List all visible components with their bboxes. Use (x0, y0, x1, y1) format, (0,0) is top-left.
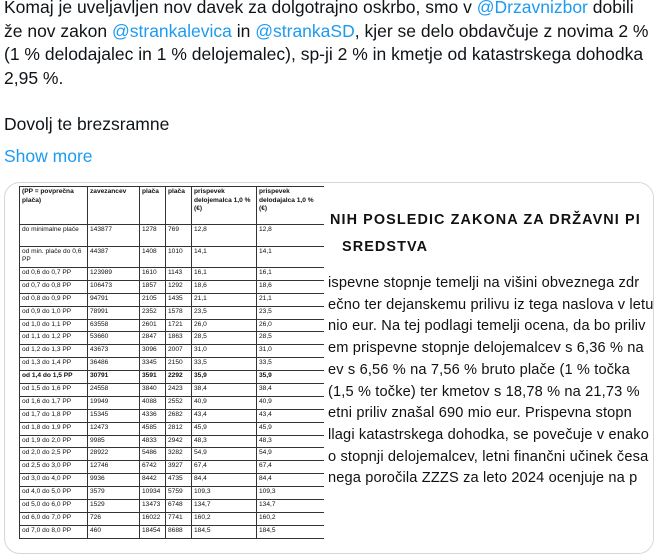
table-cell: 14,1 (192, 246, 257, 268)
table-cell: 45,9 (192, 422, 257, 435)
table-cell: 33,5 (192, 358, 257, 371)
table-cell: 18454 (140, 525, 166, 538)
table-row (20, 487, 325, 500)
table-cell: 13473 (140, 500, 166, 513)
document-body-text (328, 273, 654, 490)
table-cell: 143877 (88, 225, 140, 247)
table-row (20, 225, 325, 247)
table-row (20, 319, 325, 332)
tweet-paragraph-1 (4, 0, 656, 90)
table-cell: 1010 (166, 246, 192, 268)
table-cell: 6748 (166, 500, 192, 513)
table-header-cell: prispevek delodajalca 1,0 % (€) (257, 187, 325, 225)
table-cell: 8688 (166, 525, 192, 538)
table-cell: 23,5 (192, 306, 257, 319)
contribution-table (19, 186, 324, 539)
table-cell: 24558 (88, 384, 140, 397)
table-cell: 26,0 (257, 319, 325, 332)
table-cell: 40,9 (192, 396, 257, 409)
document-line: em prispevne stopnje delojemalcev s 6,36 % na (328, 340, 644, 357)
mention-strankasd-link[interactable]: @strankaSD (255, 20, 355, 41)
table-cell: 2552 (166, 396, 192, 409)
table-cell: 84,4 (257, 474, 325, 487)
table-header-cell: zavezancev (88, 187, 140, 225)
table-cell: 3927 (166, 461, 192, 474)
table-cell: 109,3 (192, 487, 257, 500)
table-cell: 14,1 (257, 246, 325, 268)
table-cell: 2352 (140, 306, 166, 319)
table-cell: od 1,6 do 1,7 PP (20, 396, 88, 409)
table-cell: 123989 (88, 268, 140, 281)
table-cell: 9985 (88, 435, 140, 448)
table-row (20, 396, 325, 409)
table-cell: od 0,7 do 0,8 PP (20, 280, 88, 293)
table-cell: 12,8 (192, 225, 257, 247)
table-cell: 33,5 (257, 358, 325, 371)
table-cell: 1578 (166, 306, 192, 319)
table-row (20, 345, 325, 358)
table-cell: od 3,0 do 4,0 PP (20, 474, 88, 487)
table-header-cell: (PP = povprečna plača) (20, 187, 88, 225)
table-row (20, 293, 325, 306)
table-cell: 67,4 (257, 461, 325, 474)
table-row (20, 332, 325, 345)
table-cell: 26,0 (192, 319, 257, 332)
table-cell: 160,2 (192, 512, 257, 525)
table-cell: od 1,9 do 2,0 PP (20, 435, 88, 448)
table-cell: 4336 (140, 409, 166, 422)
tweet-media-image[interactable] (4, 182, 654, 554)
table-cell: 63558 (88, 319, 140, 332)
table-cell: 3345 (140, 358, 166, 371)
table-cell: od 1,5 do 1,6 PP (20, 384, 88, 397)
table-cell: 2682 (166, 409, 192, 422)
table-cell: od 1,2 do 1,3 PP (20, 345, 88, 358)
table-cell: 21,1 (257, 293, 325, 306)
table-body (20, 225, 325, 539)
table-cell: 30791 (88, 371, 140, 384)
table-cell: 43673 (88, 345, 140, 358)
table-cell: 67,4 (192, 461, 257, 474)
table-row (20, 512, 325, 525)
table-cell: 2942 (166, 435, 192, 448)
table-cell: 15345 (88, 409, 140, 422)
table-cell: 31,0 (257, 345, 325, 358)
table-cell: 48,3 (192, 435, 257, 448)
table-cell: 1863 (166, 332, 192, 345)
table-header-cell: plača (166, 187, 192, 225)
tweet-text-segment: Komaj je uveljavljen nov davek za dolgotrajno oskrbo, smo v (4, 0, 477, 17)
table-cell: 3579 (88, 487, 140, 500)
table-row (20, 435, 325, 448)
table-cell: 160,2 (257, 512, 325, 525)
tweet-text-segment: in (231, 20, 256, 41)
tweet-text-segment: dobili že nov zakon (4, 0, 634, 41)
table-cell: od 0,6 do 0,7 PP (20, 268, 88, 281)
table-cell: 4585 (140, 422, 166, 435)
table-row (20, 474, 325, 487)
table-cell: 18,6 (257, 280, 325, 293)
document-line: o stopnji delojemalcev, letni finančni učinek česa (328, 448, 649, 465)
table-cell: 54,9 (257, 448, 325, 461)
table-cell: 12473 (88, 422, 140, 435)
table-cell: 2601 (140, 319, 166, 332)
table-cell: 106473 (88, 280, 140, 293)
table-cell: 28,5 (257, 332, 325, 345)
table-cell: 19949 (88, 396, 140, 409)
table-row (20, 246, 325, 268)
table-row (20, 384, 325, 397)
document-line: nega poročila ZZZS za leto 2024 ocenjuje na p (328, 470, 638, 487)
table-cell: 1610 (140, 268, 166, 281)
table-cell: 4735 (166, 474, 192, 487)
table-cell: 36486 (88, 358, 140, 371)
table-cell: od min. plače do 0,6 PP (20, 246, 88, 268)
table-cell: od 1,4 do 1,5 PP (20, 371, 88, 384)
document-text-panel (328, 183, 654, 554)
table-cell: 35,9 (257, 371, 325, 384)
table-cell: 48,3 (257, 435, 325, 448)
tweet-text (4, 0, 656, 137)
document-line: llagi katastrskega dohodka, se povečuje v enako (328, 426, 650, 443)
table-cell: 1857 (140, 280, 166, 293)
document-heading-line-2: SREDSTVA (342, 239, 429, 255)
table-row (20, 280, 325, 293)
tweet-text-segment: , kjer se delo obdavčuje z novima 2 % (1 % delodajalec in 1 % delojemalec), sp-ji 2 % in kmetje od katastrskega dohodka 2,95 %. (4, 20, 649, 88)
table-cell: 184,5 (257, 525, 325, 538)
show-more-link[interactable]: Show more (4, 146, 93, 166)
table-cell: 1721 (166, 319, 192, 332)
table-cell: od 2,5 do 3,0 PP (20, 461, 88, 474)
table-cell: 84,4 (192, 474, 257, 487)
table-cell: 726 (88, 512, 140, 525)
document-line: ispevne stopnje temelji na višini obveznega zdr (328, 275, 640, 291)
table-cell: 5759 (166, 487, 192, 500)
table-cell: 16,1 (192, 268, 257, 281)
table-cell: 2423 (166, 384, 192, 397)
table-cell: 45,9 (257, 422, 325, 435)
table-cell: 4833 (140, 435, 166, 448)
table-cell: 28,5 (192, 332, 257, 345)
table-cell: 28922 (88, 448, 140, 461)
table-cell: 4088 (140, 396, 166, 409)
table-cell: 78991 (88, 306, 140, 319)
table-row (20, 306, 325, 319)
table-cell: 43,4 (192, 409, 257, 422)
table-header-cell: prispevek delojemalca 1,0 % (€) (192, 187, 257, 225)
table-cell: 769 (166, 225, 192, 247)
table-cell: od 0,8 do 0,9 PP (20, 293, 88, 306)
table-cell: 44387 (88, 246, 140, 268)
table-cell: od 1,8 do 1,9 PP (20, 422, 88, 435)
table-cell: 109,3 (257, 487, 325, 500)
table-cell: 3840 (140, 384, 166, 397)
table-row (20, 461, 325, 474)
table-row (20, 422, 325, 435)
tweet-paragraph-2: Dovolj te brezsramne (4, 114, 170, 134)
table-cell: 35,9 (192, 371, 257, 384)
table-cell: 1292 (166, 280, 192, 293)
table-cell: 16,1 (257, 268, 325, 281)
document-heading-line-1: NIH POSLEDIC ZAKONA ZA DRŽAVNI PI (330, 212, 641, 228)
table-cell: 134,7 (192, 500, 257, 513)
table-cell: 31,0 (192, 345, 257, 358)
table-cell: 18,6 (192, 280, 257, 293)
table-cell: 8442 (140, 474, 166, 487)
table-row (20, 371, 325, 384)
table-cell: 12746 (88, 461, 140, 474)
mention-drzavnizbor-link[interactable]: @Drzavnizbor (476, 0, 588, 17)
mention-strankalevica-link[interactable]: @strankalevica (111, 20, 232, 41)
table-cell: 12,8 (257, 225, 325, 247)
table-row (20, 500, 325, 513)
table-cell: od 0,9 do 1,0 PP (20, 306, 88, 319)
table-cell: 21,1 (192, 293, 257, 306)
table-cell: 2812 (166, 422, 192, 435)
table-header-cell: plača (140, 187, 166, 225)
document-line: ev s 6,56 % na 7,56 % bruto plače (1 % točka (328, 361, 630, 378)
document-line: ečno ter dejanskemu prilivu iz tega naslova v letu (328, 296, 654, 313)
table-cell: 5486 (140, 448, 166, 461)
document-line: etni priliv znašal 690 mio eur. Prispevna stopn (328, 405, 632, 422)
table-cell: 10934 (140, 487, 166, 500)
table-cell: 1529 (88, 500, 140, 513)
table-cell: od 1,1 do 1,2 PP (20, 332, 88, 345)
table-cell: 53660 (88, 332, 140, 345)
table-row (20, 268, 325, 281)
table-cell: 54,9 (192, 448, 257, 461)
table-cell: 460 (88, 525, 140, 538)
table-cell: 2847 (140, 332, 166, 345)
table-row (20, 525, 325, 538)
table-cell: 134,7 (257, 500, 325, 513)
document-line: nio eur. Na tej podlagi temelji ocena, da bo priliv (328, 318, 646, 335)
table-header-row (20, 187, 325, 225)
table-cell: od 4,0 do 5,0 PP (20, 487, 88, 500)
table-cell: 40,9 (257, 396, 325, 409)
table-cell: od 1,7 do 1,8 PP (20, 409, 88, 422)
table-cell: od 6,0 do 7,0 PP (20, 512, 88, 525)
table-cell: 2007 (166, 345, 192, 358)
table-cell: 6742 (140, 461, 166, 474)
table-cell: 16022 (140, 512, 166, 525)
table-cell: 2150 (166, 358, 192, 371)
table-cell: 38,4 (257, 384, 325, 397)
document-table-panel (19, 186, 324, 554)
table-row (20, 409, 325, 422)
table-cell: 94791 (88, 293, 140, 306)
table-cell: 3282 (166, 448, 192, 461)
document-line: (1,5 % točke) ter kmetov s 18,78 % na 21,73 % (328, 383, 640, 400)
table-row (20, 448, 325, 461)
table-cell: 23,5 (257, 306, 325, 319)
table-cell: 3096 (140, 345, 166, 358)
table-cell: od 2,0 do 2,5 PP (20, 448, 88, 461)
table-cell: 3591 (140, 371, 166, 384)
table-cell: 2292 (166, 371, 192, 384)
table-cell: 1408 (140, 246, 166, 268)
table-cell: od 7,0 do 8,0 PP (20, 525, 88, 538)
table-cell: od 5,0 do 6,0 PP (20, 500, 88, 513)
table-row (20, 358, 325, 371)
table-cell: od 1,0 do 1,1 PP (20, 319, 88, 332)
table-cell: 1435 (166, 293, 192, 306)
table-cell: 1278 (140, 225, 166, 247)
table-cell: 38,4 (192, 384, 257, 397)
table-cell: od 1,3 do 1,4 PP (20, 358, 88, 371)
table-cell: 2105 (140, 293, 166, 306)
table-cell: 43,4 (257, 409, 325, 422)
table-cell: 184,5 (192, 525, 257, 538)
table-cell: 1143 (166, 268, 192, 281)
table-cell: do minimalne plače (20, 225, 88, 247)
document-heading (330, 207, 654, 261)
table-cell: 7741 (166, 512, 192, 525)
table-cell: 9936 (88, 474, 140, 487)
